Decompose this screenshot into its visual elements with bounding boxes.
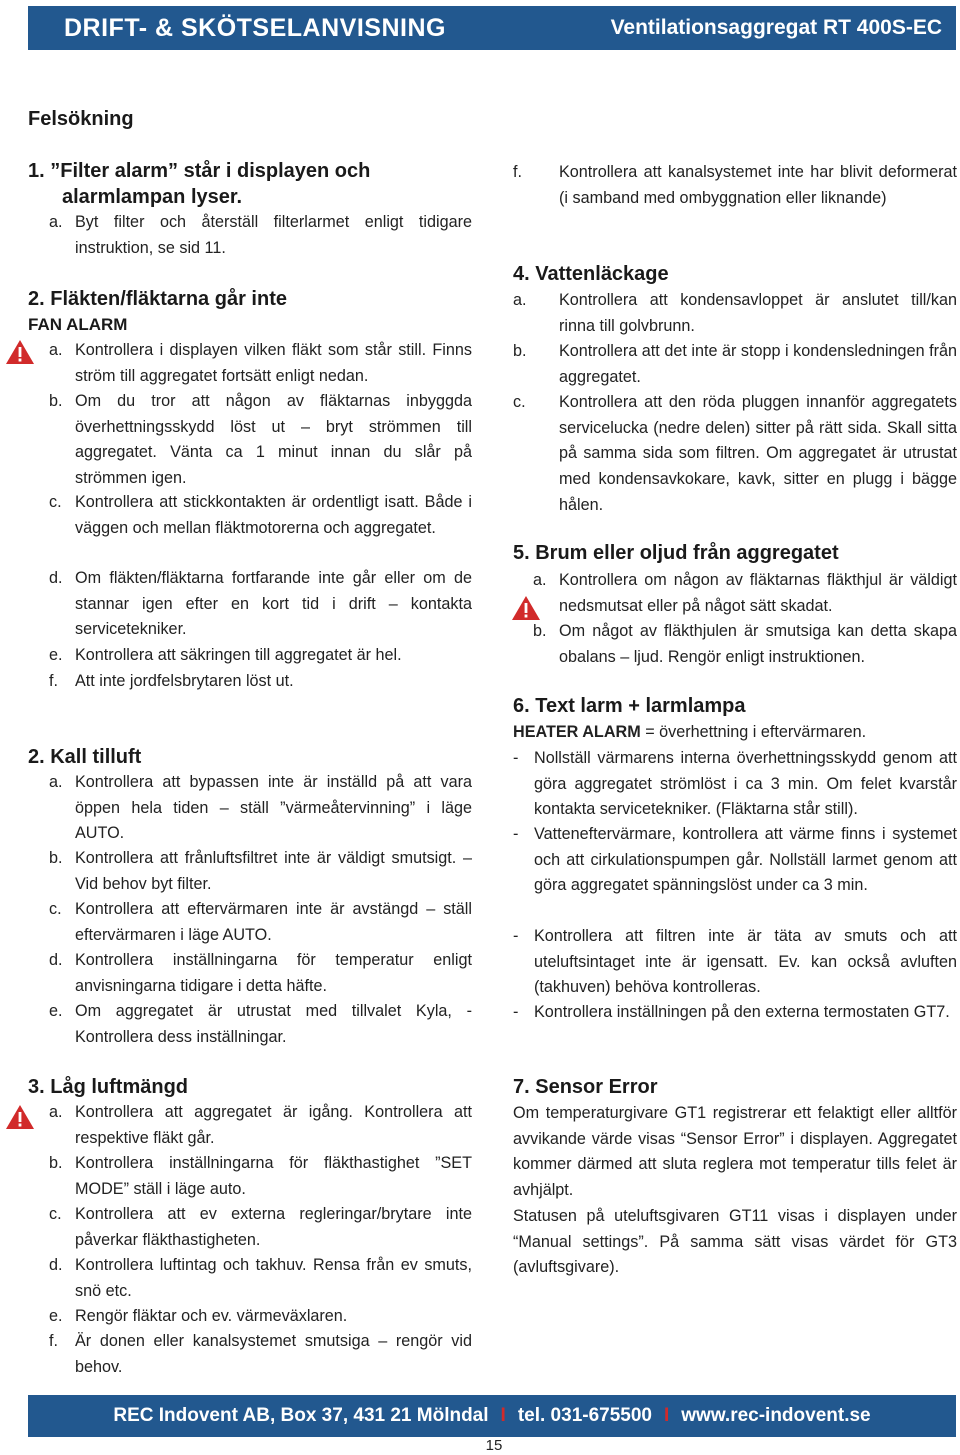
heater-alarm-label: HEATER ALARM [513,723,641,741]
page-number: 15 [485,1437,503,1454]
heater-alarm-line: HEATER ALARM = överhettning i eftervärmaren. [513,723,867,741]
company-address: REC Indovent AB, Box 37, 431 21 Mölndal [113,1405,489,1426]
section-text-larm-title: 6. Text larm + larmlampa [513,695,746,717]
list-item: a. Kontrollera om någon av fläktarnas fläkthjul är väldigt nedsmutsat eller på något sätt skadat. [533,571,957,615]
list-item: a. Kontrollera att bypassen inte är inställd på att vara öppen hela tiden – ställ ”värmeåtervinning” i läge AUTO. [49,773,472,843]
list-item: a. Kontrollera i displayen vilken fläkt som står still. Finns ström till aggregatet fortsätt enligt nedan. [49,341,472,385]
list-item: b. Kontrollera att det inte är stopp i kondensledningen från aggregatet. [513,342,957,386]
list-item: c. Kontrollera att stickkontakten är ordentligt isatt. Både i väggen och mellan fläktmotorerna och aggregatet. [49,493,472,537]
section-lag-luftmangd-title: 3. Låg luftmängd [28,1076,188,1098]
company-phone: tel. 031-675500 [517,1405,652,1426]
sensor-error-paragraph: Om temperaturgivare GT1 registrerar ett felaktigt eller alltför avvikande värde visas “Sensor Error” i displayen. Aggregatet kommer därmed att sluta reglera mot temperatur tills felet är avhjälpt. [513,1104,957,1200]
fan-alarm-label: FAN ALARM [28,315,128,334]
list-item: - Kontrollera inställningen på den externa termostaten GT7. [513,1003,950,1021]
list-item: d. Om fläkten/fläktarna fortfarande inte går eller om de stannar igen efter en kort tid i drift – kontakta servicetekniker. [49,569,472,639]
list-item: b. Kontrollera inställningarna för fläkthastighet ”SET MODE” ställ i läge auto. [49,1154,472,1198]
section-brum-title: 5. Brum eller oljud från aggregatet [513,542,839,564]
section-1-title-line1: 1. ”Filter alarm” står i displayen och [28,160,371,182]
sensor-status-paragraph: Statusen på uteluftsgivaren GT11 visas i displayen under “Manual settings”. På samma sätt visas värdet för GT3 (avluftsgivare). [513,1207,957,1277]
page-heading: Felsökning [28,108,134,130]
footer-bar [28,1395,956,1437]
list-item: d. Kontrollera inställningarna för temperatur enligt anvisningarna tidigare i detta häfte. [49,951,472,995]
list-item: - Kontrollera att filtren inte är täta av smuts och att uteluftsintaget inte är igensatt. Ev. kan också avluften (takhuven) behöva kontrolleras. [513,927,957,997]
warning-triangle-icon [5,338,35,366]
list-item: b. Kontrollera att frånluftsfiltret inte är väldigt smutsigt. – Vid behov byt filter. [49,849,472,893]
list-item: a. Kontrollera att aggregatet är igång. Kontrollera att respektive fläkt går. [49,1103,472,1147]
section-2-title: 2. Fläkten/fläktarna går inte [28,288,287,310]
list-item: f. Att inte jordfelsbrytaren löst ut. [49,672,294,690]
section-1-title-line2: alarmlampan lyser. [62,186,243,208]
footer-separator: I [500,1405,506,1426]
list-item: c. Kontrollera att eftervärmaren inte är avstängd – ställ eftervärmaren i läge AUTO. [49,900,472,944]
warning-triangle-icon [5,1103,35,1131]
list-item: c. Kontrollera att den röda pluggen innanför aggregatets servicelucka (nedre delen) sitter på rätt sida. Skall sitta på samma sida som filtren. Om aggregatet är utrustat med kondensavkokare, kavk, sitter en plugg i bägge hålen. [513,393,957,514]
section-kall-tilluft-title: 2. Kall tilluft [28,746,142,768]
product-model: Ventilationsaggregat RT 400S-EC [610,16,942,39]
list-item: - Nollställ värmarens interna överhettningsskydd genom att göra aggregatet strömlöst i ca 3 min. Om felet kvarstår kontakta servicetekniker. (Fläktarna står still). [513,749,957,819]
list-item: a. Kontrollera att kondensavloppet är anslutet till/kan rinna till golvbrunn. [513,291,957,335]
list-item: e. Om aggregatet är utrustat med tillvalet Kyla, - Kontrollera dess inställningar. [49,1002,472,1046]
list-item: a. Byt filter och återställ filterlarmet enligt tidigare instruktion, se sid 11. [49,213,472,257]
list-item: d. Kontrollera luftintag och takhuv. Rensa från ev smuts, snö etc. [49,1256,472,1300]
list-item: f. Är donen eller kanalsystemet smutsiga – rengör vid behov. [49,1332,472,1376]
header-bar [28,6,956,50]
section-vattenlackage-title: 4. Vattenläckage [513,263,669,285]
company-website[interactable]: www.rec-indovent.se [681,1405,871,1426]
list-item: b. Om du tror att någon av fläktarnas inbyggda överhettningsskydd löst ut – bryt strömmen till aggregatet. Vänta ca 1 minut innan du slår på strömmen igen. [49,392,472,488]
list-item: e. Kontrollera att säkringen till aggregatet är hel. [49,646,402,664]
list-item: f. Kontrollera att kanalsystemet inte har blivit deformerat (i samband med ombyggnation eller liknande) [513,163,957,207]
list-item: c. Kontrollera att ev externa regleringar/brytare inte påverkar fläkthastigheten. [49,1205,472,1249]
footer-separator: I [664,1405,670,1426]
list-item: e. Rengör fläktar och ev. värmeväxlaren. [49,1307,348,1325]
list-item: - Vatteneftervärmare, kontrollera att värme finns i systemet och att cirkulationspumpen går. Nollställ larmet genom att göra aggregatet spänningslöst under ca 3 min. [513,825,957,895]
document-title: DRIFT- & SKÖTSELANVISNING [64,13,446,42]
list-item: b. Om något av fläkthjulen är smutsiga kan detta skapa obalans – ljud. Rengör enligt instruktionen. [533,622,957,666]
section-sensor-error-title: 7. Sensor Error [513,1076,658,1098]
